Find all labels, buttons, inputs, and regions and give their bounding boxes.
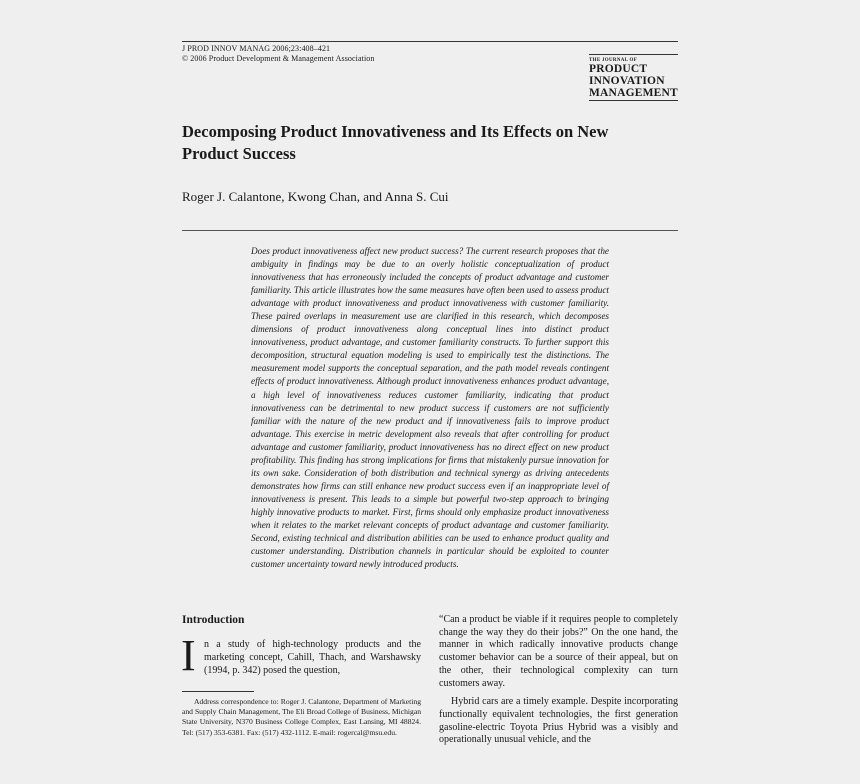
journal-citation: J PROD INNOV MANAG 2006;23:408–421: [182, 44, 331, 53]
article-title: Decomposing Product Innovativeness and Its Effects on New Product Success: [182, 122, 609, 163]
logo-rule-top: [589, 54, 678, 55]
abstract: Does product innovativeness affect new product success? The current research proposes that the ambiguity in findings may be due to an overly holistic conceptualization of product innovativeness that has erroneously included the concepts of product advantage and customer familiarity. This article illustrates how the same measures have often been used to assess product advantage with product innovativeness and product innovativeness with customer familiarity. These paired overlaps in measurement use are clarified in this research, which decomposes dimensions of product innovativeness along conceptual lines into distinct product innovativeness, product advantage, and customer familiarity constructs. To further support this decomposition, structural equation modeling is used to empirically test the distinctions. The measurement model supports the conceptual separation, and the path model reveals contingent effects of product innovativeness. Although product innovativeness enhances product advantage, a high level of innovativeness reduces customer familiarity, indicating that product innovativeness can be detrimental to new product success if customers are not sufficiently familiar with the nature of the new product and if innovativeness fails to improve product advantage. This exercise in metric development also reveals that after controlling for product advantage and customer familiarity, product innovativeness has no direct effect on new product profitability. This finding has strong implications for firms that mistakenly pursue innovation for its own sake. Consideration of both distribution and technical synergy as driving antecedents demonstrates how firms can still enhance new product success even if an inappropriate level of innovativeness is present. This leads to a simple but powerful two-step approach to bringing highly innovative products to market. First, firms should only emphasize product innovativeness when it relates to the market relevant concepts of product advantage and customer familiarity. Second, existing technical and distribution abilities can be used to enhance product quality and customer understanding. Distribution channels in particular should be exploited to counter customer uncertainty toward newly introduced products.: [251, 246, 609, 570]
copyright-line: © 2006 Product Development & Management Association: [182, 53, 375, 63]
intro-paragraph-col1: n a study of high-technology products and the marketing concept, Cahill, Thach, and Warshawsky (1994, p. 342) posed the question,: [204, 639, 421, 676]
intro-paragraph-col2-2: Hybrid cars are a timely example. Despite incorporating functionally equivalent technologies, the first generation gasoline-electric Toyota Prius Hybrid was a visibly and operationally unusual vehicle, and the: [439, 696, 678, 746]
footnote-text: Address correspondence to: Roger J. Calantone, Department of Marketing and Supply Chain Management, The Eli Broad College of Business, Michigan State University, N370 Business College Complex, East Lansing, MI 48824. Tel: (517) 353-6381. Fax: (517) 432-1112. E-mail: rogercal@msu.edu.: [182, 697, 421, 737]
correspondence-footnote: [182, 697, 421, 738]
article-authors: Roger J. Calantone, Kwong Chan, and Anna S. Cui: [182, 189, 449, 204]
title-rule: [182, 230, 678, 231]
footnote-rule: [182, 691, 254, 692]
drop-cap: I: [181, 631, 196, 680]
header-rule: [182, 41, 678, 42]
logo-small-text: THE JOURNAL OF: [589, 58, 638, 63]
section-heading-introduction: Introduction: [182, 614, 245, 626]
intro-paragraph-col2-1: “Can a product be viable if it requires people to completely change the way they do their jobs?” On the one hand, the manner in which radically innovative products change customer behavior can be a source of their appeal, but on the other, their technological complexity can turn customers away.: [439, 614, 678, 689]
intro-column-2: [439, 614, 678, 747]
logo-line-2: INNOVATION: [589, 75, 665, 87]
logo-rule-bottom: [589, 100, 678, 101]
logo-line-1: PRODUCT: [589, 63, 648, 75]
logo-line-3: MANAGEMENT: [589, 87, 678, 99]
journal-reference: [182, 44, 374, 63]
